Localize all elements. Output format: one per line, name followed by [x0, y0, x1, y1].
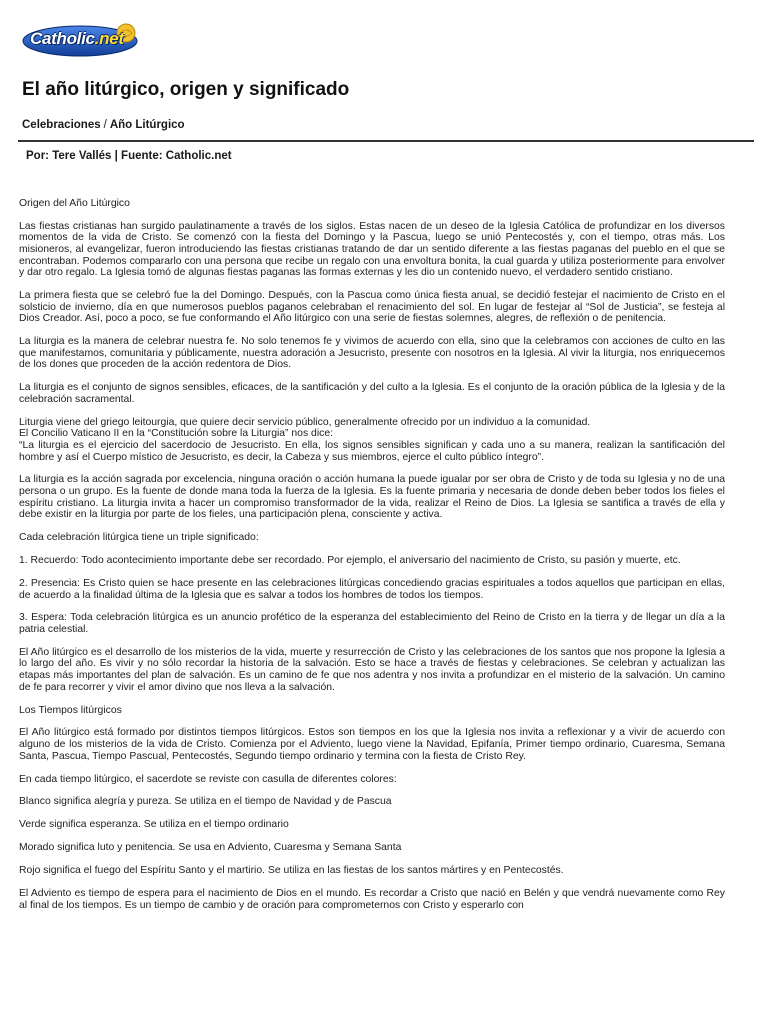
article-paragraph: La primera fiesta que se celebró fue la del Domingo. Después, con la Pascua como única fiesta anual, se decidió festejar el nacimiento de Cristo en el solsticio de invierno, día en que numerosos pueblos paganos celebraban el renacimiento del sol. En lugar de festejar al “Sol de Justicia”, se festeja al Dios Creador. Así, poco a poco, se fue conformando el Año litúrgico con una serie de fiestas solemnes, alegres, de reflexión o de penitencia. — [19, 290, 725, 325]
article-paragraph: Verde significa esperanza. Se utiliza en el tiempo ordinario — [19, 819, 289, 831]
author-byline: Por: Tere Vallés | Fuente: Catholic.net — [26, 150, 232, 162]
article-paragraph: Cada celebración litúrgica tiene un triple significado: — [19, 532, 259, 544]
breadcrumb-subsection-link[interactable]: Año Litúrgico — [109, 119, 185, 131]
article-paragraph: Blanco significa alegría y pureza. Se utiliza en el tiempo de Navidad y de Pascua — [19, 796, 392, 808]
article-paragraph: La liturgia es la manera de celebrar nuestra fe. No solo tenemos fe y vivimos de acuerdo con ella, sino que la celebramos con acciones de culto en las que manifestamos, comunitaria y públicamente, nuestra adoración a Jesucristo, presente con nosotros en la Iglesia. Al vivir la liturgia, nos enriquecemos de los dones que proceden de la acción redentora de Dios. — [19, 336, 725, 371]
article-paragraph: 1. Recuerdo: Todo acontecimiento importante debe ser recordado. Por ejemplo, el aniversario del nacimiento de Cristo, su pasión y muerte, etc. — [19, 555, 681, 567]
article-paragraph: Rojo significa el fuego del Espíritu Santo y el martirio. Se utiliza en las fiestas de los santos mártires y en Pentecostés. — [19, 865, 564, 877]
header-divider — [18, 140, 754, 142]
article-paragraph: La liturgia es el conjunto de signos sensibles, eficaces, de la santificación y del culto a la Iglesia. Es el conjunto de la oración pública de la Iglesia y de la celebración sacramental. — [19, 382, 725, 405]
article-paragraph: Liturgia viene del griego leitourgia, que quiere decir servicio público, generalmente ofrecido por un individuo a la comunidad. El Concilio Vaticano II en la “Constitución sobre la Liturgia” nos dice: “La liturgia es el ejercicio del sacerdocio de Jesucristo. En ella, los signos sensibles significan y cada uno a su manera, realizan la santificación del hombre y así el Cuerpo místico de Jesucristo, es decir, la Cabeza y sus miembros, ejerce el culto público íntegro”. — [19, 416, 725, 463]
article-paragraph: En cada tiempo litúrgico, el sacerdote se reviste con casulla de diferentes colores: — [19, 773, 397, 785]
article-paragraph: El Adviento es tiempo de espera para el nacimiento de Dios en el mundo. Es recordar a Cristo que nació en Belén y que vendrá nuevamente como Rey al final de los tiempos. Es un tiempo de cambio y de oración para comprometernos con Cristo y esperarlo con — [19, 887, 725, 911]
article-body — [19, 198, 725, 922]
breadcrumb-separator: / — [103, 119, 107, 131]
article-paragraph: Los Tiempos litúrgicos — [19, 704, 122, 716]
page-title: El año litúrgico, origen y significado — [22, 79, 350, 100]
article-paragraph: Origen del Año Litúrgico — [19, 198, 130, 209]
article-paragraph: Las fiestas cristianas han surgido paulatinamente a través de los siglos. Estas nacen de un deseo de la Iglesia Católica de profundizar en los diversos momentos de la vida de Cristo. Se comenzó con la fiesta del Domingo y la Pascua, luego se unió Pentecostés y, con el tiempo, otras más. Los misioneros, al evangelizar, fueron introduciendo las fiestas cristianas tratando de dar un sentido diferente a las fiestas paganas del pueblo en el que se encontraban. Podemos compararlo con una persona que recibe un regalo con una envoltura bonita, la cual guarda y utiliza posteriormente para envolver y dar otro regalo. La Iglesia tomó de algunas fiestas paganas las formas externas y les dio un contenido nuevo, el verdadero sentido cristiano. — [19, 220, 725, 279]
breadcrumb-section-link[interactable]: Celebraciones — [22, 119, 101, 131]
article-paragraph: 3. Espera: Toda celebración litúrgica es un anuncio profético de la esperanza del establecimiento del Reino de Cristo en la tierra y de llegar un día a la patria celestial. — [19, 612, 725, 635]
article-paragraph: 2. Presencia: Es Cristo quien se hace presente en las celebraciones litúrgicas concediendo gracias espirituales a todos aquellos que participan en ellas, de acuerdo a la finalidad última de la Iglesia que es salvar a todos los hombres de todos los tiempos. — [19, 577, 725, 601]
logo-wordmark: Catholic.net — [30, 29, 124, 48]
breadcrumb — [22, 119, 185, 131]
article-paragraph: El Año litúrgico está formado por distintos tiempos litúrgicos. Estos son tiempos en los que la Iglesia nos invita a reflexionar y a vivir de acuerdo con alguno de los misterios de la vida de Cristo. Comienza por el Adviento, luego viene la Navidad, Epifanía, Primer tiempo ordinario, Cuaresma, Semana Santa, Pascua, Tiempo Pascual, Pentecostés, Segundo tiempo ordinario y termina con la fiesta de Cristo Rey. — [19, 727, 725, 762]
article-paragraph: El Año litúrgico es el desarrollo de los misterios de la vida, muerte y resurrección de Cristo y las celebraciones de los santos que nos propone la Iglesia a lo largo del año. Es vivir y no sólo recordar la historia de la salvación. Esto se hace a través de fiestas y celebraciones. Se celebran y actualizan las etapas más importantes del plan de salvación. Es un camino de fe que nos adentra y nos invita a profundizar en el misterio de la salvación. Un camino de fe para recorrer y vivir el amor divino que nos lleva a la salvación. — [19, 646, 725, 693]
article-paragraph: La liturgia es la acción sagrada por excelencia, ninguna oración o acción humana la puede igualar por ser obra de Cristo y de toda su Iglesia y no de una persona o un grupo. Es la fuente de donde mana toda la fuerza de la Iglesia. Es la fuente primaria y necesaria de donde deben beber todos los fieles el espíritu cristiano. La liturgia invita a hacer un compromiso transformador de la vida, realizar el Reino de Dios. La Iglesia se santifica a través de ella y debe existir en la liturgia por parte de los fieles, una participación plena, consciente y activa. — [19, 474, 725, 521]
article-paragraph: Morado significa luto y penitencia. Se usa en Adviento, Cuaresma y Semana Santa — [19, 842, 402, 854]
catholic-net-logo[interactable] — [22, 22, 138, 60]
